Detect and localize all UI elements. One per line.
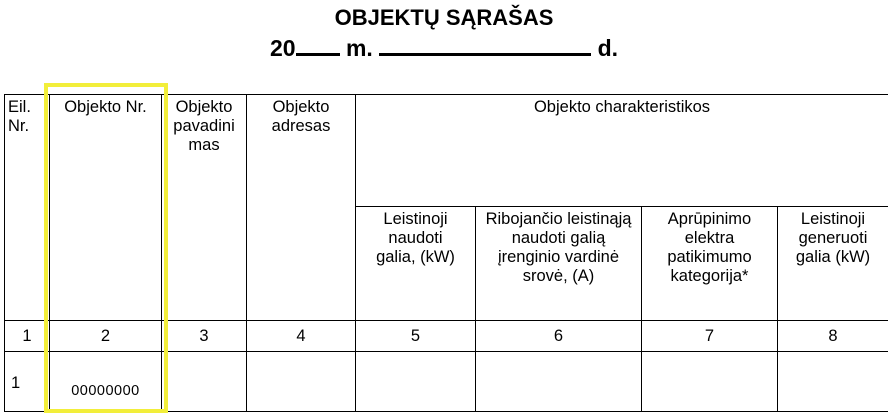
month-label: m. — [345, 35, 373, 61]
header-charakteristikos: Objekto charakteristikos — [356, 95, 888, 207]
row-objekto-nr: 00000000 — [71, 383, 140, 399]
month-blank — [379, 35, 591, 56]
row-ribojancio-cell[interactable] — [476, 352, 642, 412]
document-title: OBJEKTŲ SĄRAŠAS — [334, 5, 554, 30]
column-number: 3 — [162, 321, 247, 352]
header-pavadinimas: Objekto pavadini mas — [162, 95, 247, 321]
row-leistinoji-naudoti-cell[interactable] — [356, 352, 476, 412]
row-leistinoji-generuoti-cell[interactable] — [778, 352, 888, 412]
header-adresas: Objekto adresas — [247, 95, 356, 321]
row-eil-nr: 1 — [11, 374, 21, 392]
header-eil-nr: Eil. Nr. — [5, 95, 50, 321]
header-objekto-nr: Objekto Nr. — [50, 95, 162, 321]
column-number: 7 — [642, 321, 778, 352]
column-number: 1 — [5, 321, 50, 352]
row-aprupinimo-cell[interactable] — [642, 352, 778, 412]
column-highlight-box — [44, 83, 168, 413]
year-prefix: 20 — [269, 35, 296, 61]
column-number: 8 — [778, 321, 888, 352]
header-leistinoji-naudoti: Leistinoji naudoti galia, (kW) — [356, 207, 476, 321]
header-ribojancio: Ribojančio leistinąją naudoti galią įrenginio vardinė srovė, (A) — [476, 207, 642, 321]
row-eil-nr-cell — [5, 352, 50, 412]
row-adresas-cell[interactable] — [247, 352, 356, 412]
header-aprupinimo: Aprūpinimo elektra patikimumo kategorija* — [642, 207, 778, 321]
day-label: d. — [597, 35, 619, 61]
column-number: 6 — [476, 321, 642, 352]
year-blank — [296, 35, 340, 56]
header-leistinoji-generuoti: Leistinoji generuoti galia (kW) — [778, 207, 888, 321]
date-line — [0, 35, 888, 61]
column-number: 4 — [247, 321, 356, 352]
row-pavadinimas-cell[interactable] — [162, 352, 247, 412]
column-number: 2 — [50, 321, 162, 352]
column-number: 5 — [356, 321, 476, 352]
